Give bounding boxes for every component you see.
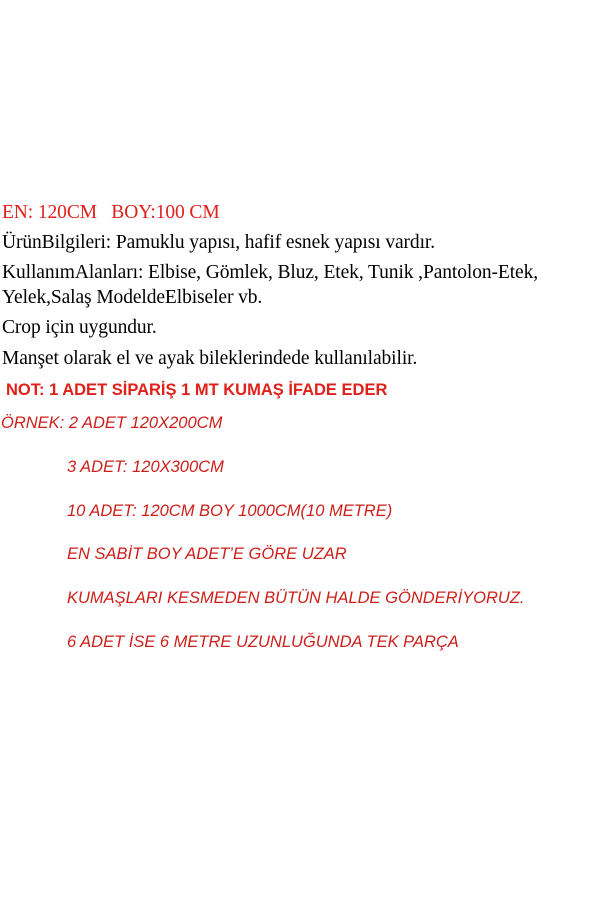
example-line-2: 3 ADET: 120X300CM bbox=[67, 458, 224, 476]
product-info-line: ÜrünBilgileri: Pamuklu yapısı, hafif esnek yapısı vardır. bbox=[2, 232, 435, 253]
usage-areas-line-1: KullanımAlanları: Elbise, Gömlek, Bluz, Etek, Tunik ,Pantolon-Etek, bbox=[2, 262, 538, 283]
crop-note-line: Crop için uygundur. bbox=[2, 317, 157, 338]
usage-areas-line-2: Yelek,Salaş ModeldeElbiseler vb. bbox=[2, 287, 263, 308]
order-note-line: NOT: 1 ADET SİPARİŞ 1 MT KUMAŞ İFADE EDER bbox=[6, 381, 388, 399]
dimensions-line: EN: 120CM BOY:100 CM bbox=[2, 202, 220, 223]
example-line-6: 6 ADET İSE 6 METRE UZUNLUĞUNDA TEK PARÇA bbox=[67, 633, 459, 651]
example-line-5: KUMAŞLARI KESMEDEN BÜTÜN HALDE GÖNDERİYORUZ. bbox=[67, 589, 525, 607]
cuff-note-line: Manşet olarak el ve ayak bileklerindede kullanılabilir. bbox=[2, 348, 418, 369]
example-line-1: ÖRNEK: 2 ADET 120X200CM bbox=[1, 414, 223, 432]
example-line-4: EN SABİT BOY ADET’E GÖRE UZAR bbox=[67, 545, 347, 563]
example-line-3: 10 ADET: 120CM BOY 1000CM(10 METRE) bbox=[67, 502, 393, 520]
